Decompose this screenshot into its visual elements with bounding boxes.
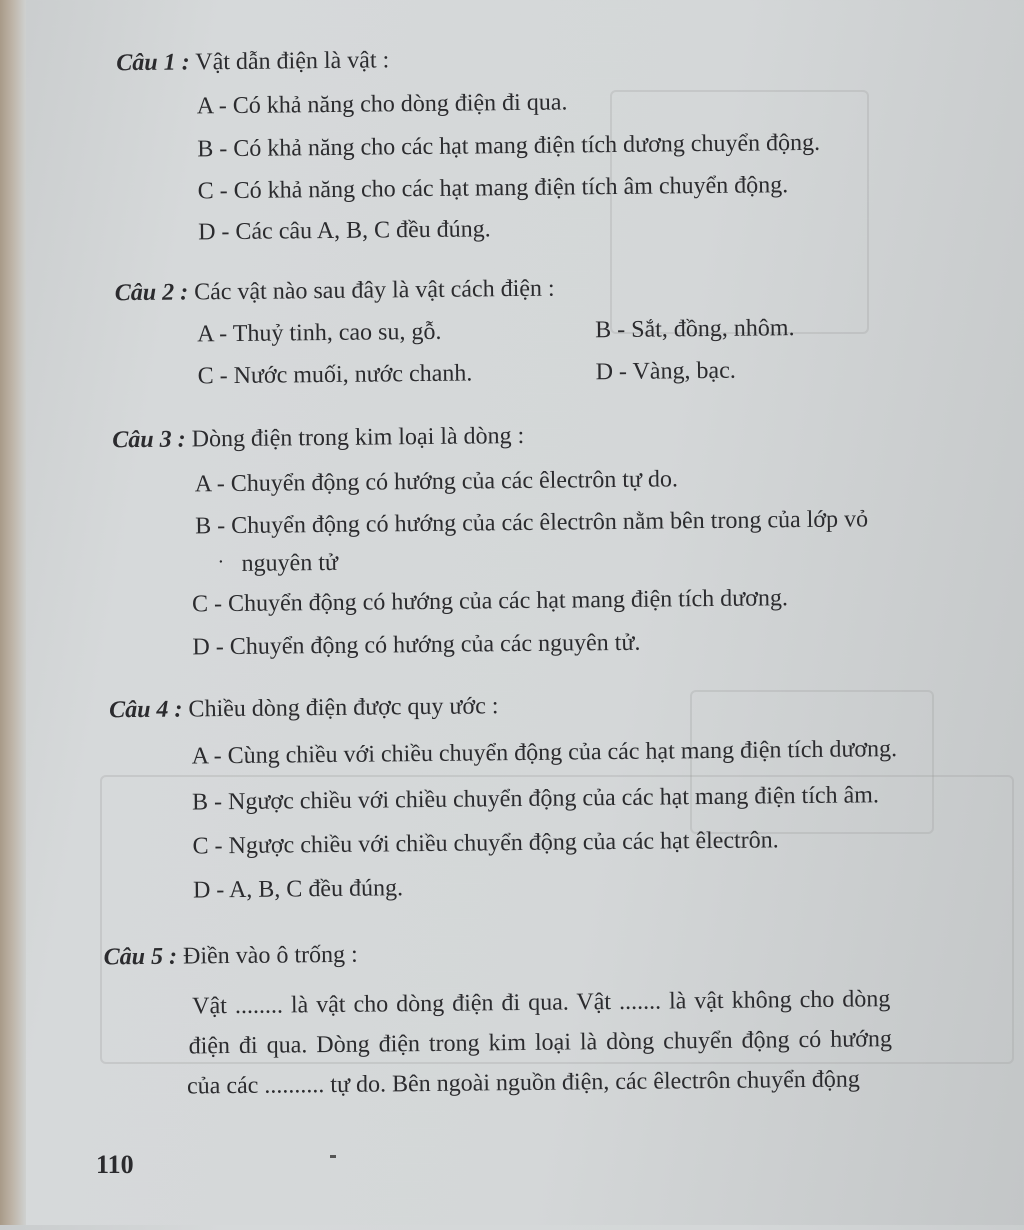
option-a: A - Cùng chiều với chiều chuyển động của các hạt mang điện tích dương. [191,736,898,770]
question-4 [109,693,499,724]
fill-in-line-3: của các .......... tự do. Bên ngoài nguồn điện, các êlectrôn chuyển động [186,1066,860,1100]
option-d: D - Vàng, bạc. [595,357,736,386]
question-3 [112,423,524,454]
question-text: Điền vào ô trống : [182,941,358,970]
question-text: Chiều dòng điện được quy ước : [188,693,499,723]
ink-mark [330,1155,336,1158]
option-c: C - Nước muối, nước chanh. [197,360,473,390]
option-c: C - Ngược chiều với chiều chuyển động của các hạt êlectrôn. [192,827,779,860]
option-b: B - Sắt, đồng, nhôm. [595,315,795,344]
option-b: B - Ngược chiều với chiều chuyển động của các hạt mang điện tích âm. [191,782,880,816]
fill-in-line-1: Vật ........ là vật cho dòng điện đi qua. Vật ....... là vật không cho dòng [192,986,891,1020]
question-2 [115,276,555,308]
question-label: Câu 3 : [112,426,186,454]
fill-in-line-2: điện đi qua. Dòng điện trong kim loại là dòng chuyển động có hướng [188,1026,893,1060]
stray-dot: · [217,551,225,574]
question-label: Câu 4 : [108,696,183,724]
option-b-continuation: nguyên tử [241,549,339,577]
question-text: Vật dẫn điện là vật : [195,47,390,76]
question-label: Câu 2 : [114,279,189,307]
option-b: B - Có khả năng cho các hạt mang điện tích dương chuyển động. [197,129,821,163]
question-label: Câu 5 : [103,943,178,971]
option-d: D - Chuyển động có hướng của các nguyên tử. [192,629,641,661]
option-a: A - Chuyển động có hướng của các êlectrôn tự do. [194,466,679,498]
question-text: Các vật nào sau đây là vật cách điện : [193,275,555,306]
option-c: C - Chuyển động có hướng của các hạt mang điện tích dương. [191,585,789,618]
question-1 [116,47,389,77]
option-d: D - A, B, C đều đúng. [192,875,404,904]
question-5 [104,942,358,972]
option-c: C - Có khả năng cho các hạt mang điện tích âm chuyển động. [197,172,789,205]
page-number: 110 [96,1150,134,1179]
option-b: B - Chuyển động có hướng của các êlectrôn nằm bên trong của lớp vỏ [195,506,869,540]
option-a: A - Có khả năng cho dòng điện đi qua. [196,89,568,120]
question-label: Câu 1 : [116,49,190,77]
option-d: D - Các câu A, B, C đều đúng. [197,216,491,246]
option-a: A - Thuỷ tinh, cao su, gỗ. [197,318,442,348]
question-text: Dòng điện trong kim loại là dòng : [191,422,525,453]
